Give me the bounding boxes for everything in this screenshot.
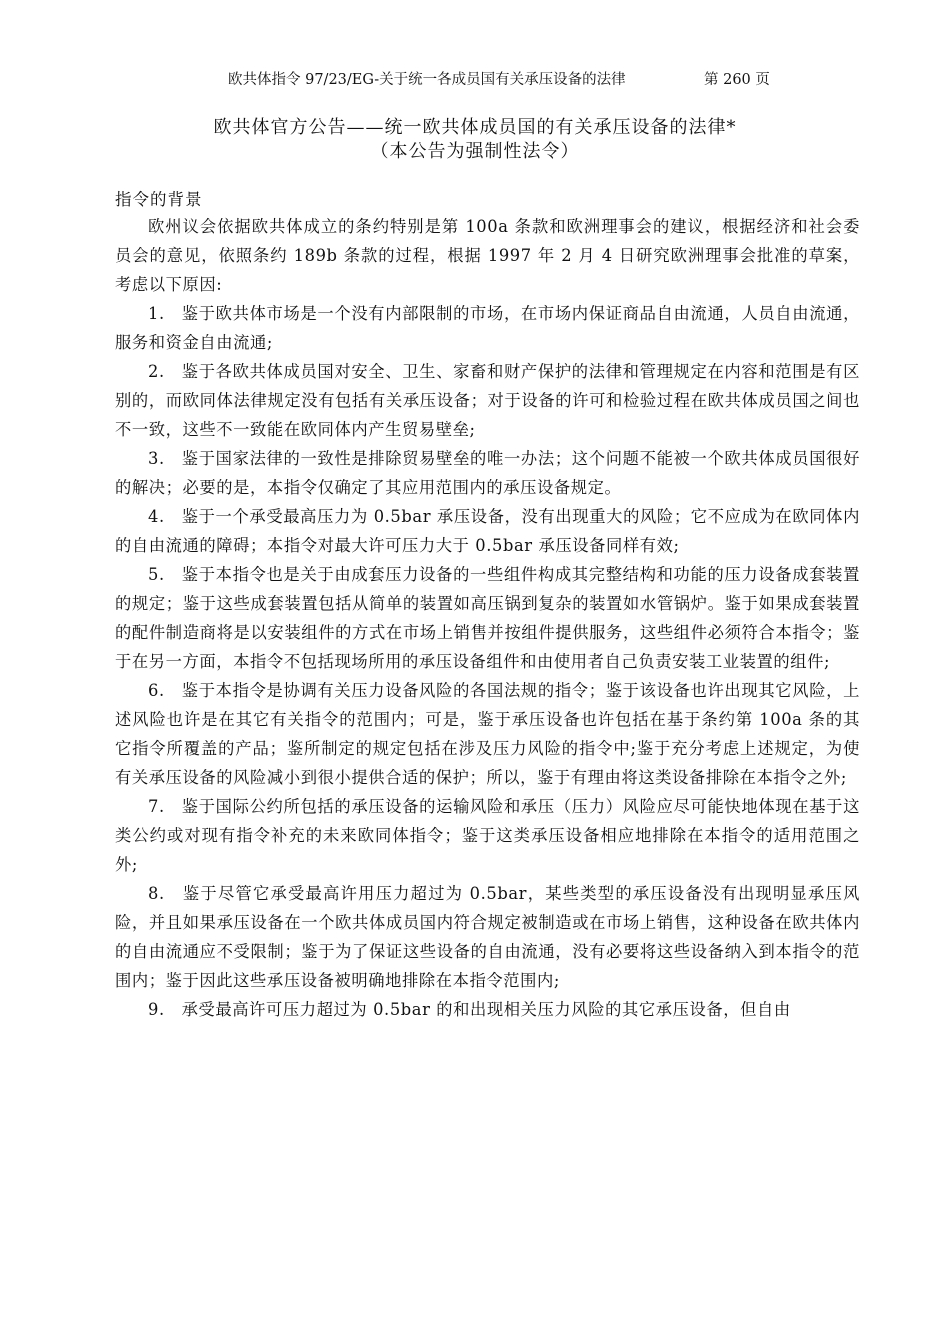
paragraph-item-6: 6. 鉴于本指令是协调有关压力设备风险的各国法规的指令；鉴于该设备也许出现其它风险，上述风险也许是在其它有关指令的范围内；可是，鉴于承压设备也许包括在基于条约第 100a 条的其它指令所覆盖的产品；鉴所制定的规定包括在涉及压力风险的指令中;鉴于充分考虑上述规定，为使有关承压设备的风险减小到很小提供合适的保护；所以，鉴于有理由将这类设备排除在本指令之外; <box>115 681 860 787</box>
paragraph-item-9: 9. 承受最高许可压力超过为 0.5bar 的和出现相关压力风险的其它承压设备，但自由 <box>148 1000 791 1019</box>
paragraph-item-3: 3. 鉴于国家法律的一致性是排除贸易壁垒的唯一办法；这个问题不能被一个欧共体成员国很好的解决；必要的是，本指令仅确定了其应用范围内的承压设备规定。 <box>115 449 860 497</box>
paragraph-item-8: 8. 鉴于尽管它承受最高许用压力超过为 0.5bar，某些类型的承压设备没有出现明显承压风险，并且如果承压设备在一个欧共体成员国内符合规定被制造或在市场上销售，这种设备在欧共体内的自由流通应不受限制；鉴于为了保证这些设备的自由流通，没有必要将这些设备纳入到本指令的范围内；鉴于因此这些承压设备被明确地排除在本指令范围内; <box>115 884 860 990</box>
running-header <box>0 68 950 90</box>
section-heading: 指令的背景 <box>115 190 203 209</box>
document-title: 欧共体官方公告——统一欧共体成员国的有关承压设备的法律* <box>213 117 737 138</box>
paragraph-intro: 欧州议会依据欧共体成立的条约特别是第 100a 条款和欧洲理事会的建议，根据经济和社会委员会的意见，依照条约 189b 条款的过程，根据 1997 年 2 月 4 日研究欧洲理事会批准的草案，考虑以下原因: <box>115 217 860 294</box>
header-page-number: 第 260 页 <box>704 72 770 88</box>
paragraph-item-5: 5. 鉴于本指令也是关于由成套压力设备的一些组件构成其完整结构和功能的压力设备成套装置的规定；鉴于这些成套装置包括从简单的装置如高压锅到复杂的装置如水管锅炉。鉴于如果成套装置的配件制造商将是以安装组件的方式在市场上销售并按组件提供服务，这些组件必须符合本指令；鉴于在另一方面，本指令不包括现场所用的承压设备组件和由使用者自己负责安装工业装置的组件; <box>115 565 860 671</box>
paragraph-item-1: 1. 鉴于欧共体市场是一个没有内部限制的市场，在市场内保证商品自由流通，人员自由流通，服务和资金自由流通; <box>115 304 860 352</box>
header-document-title: 欧共体指令 97/23/EG-关于统一各成员国有关承压设备的法律 <box>228 72 626 88</box>
paragraph-item-7: 7. 鉴于国际公约所包括的承压设备的运输风险和承压（压力）风险应尽可能快地体现在基于这类公约或对现有指令补充的未来欧同体指令；鉴于这类承压设备相应地排除在本指令的适用范围之外; <box>115 797 860 874</box>
document-body <box>115 212 860 1024</box>
document-subtitle: （本公告为强制性法令） <box>370 141 580 162</box>
paragraph-item-2: 2. 鉴于各欧共体成员国对安全、卫生、家畜和财产保护的法律和管理规定在内容和范围是有区别的，而欧同体法律规定没有包括有关承压设备；对于设备的许可和检验过程在欧共体成员国之间也不一致，这些不一致能在欧同体内产生贸易壁垒; <box>115 362 860 439</box>
paragraph-item-4: 4. 鉴于一个承受最高压力为 0.5bar 承压设备，没有出现重大的风险；它不应成为在欧同体内的自由流通的障碍；本指令对最大许可压力大于 0.5bar 承压设备同样有效; <box>115 507 860 555</box>
